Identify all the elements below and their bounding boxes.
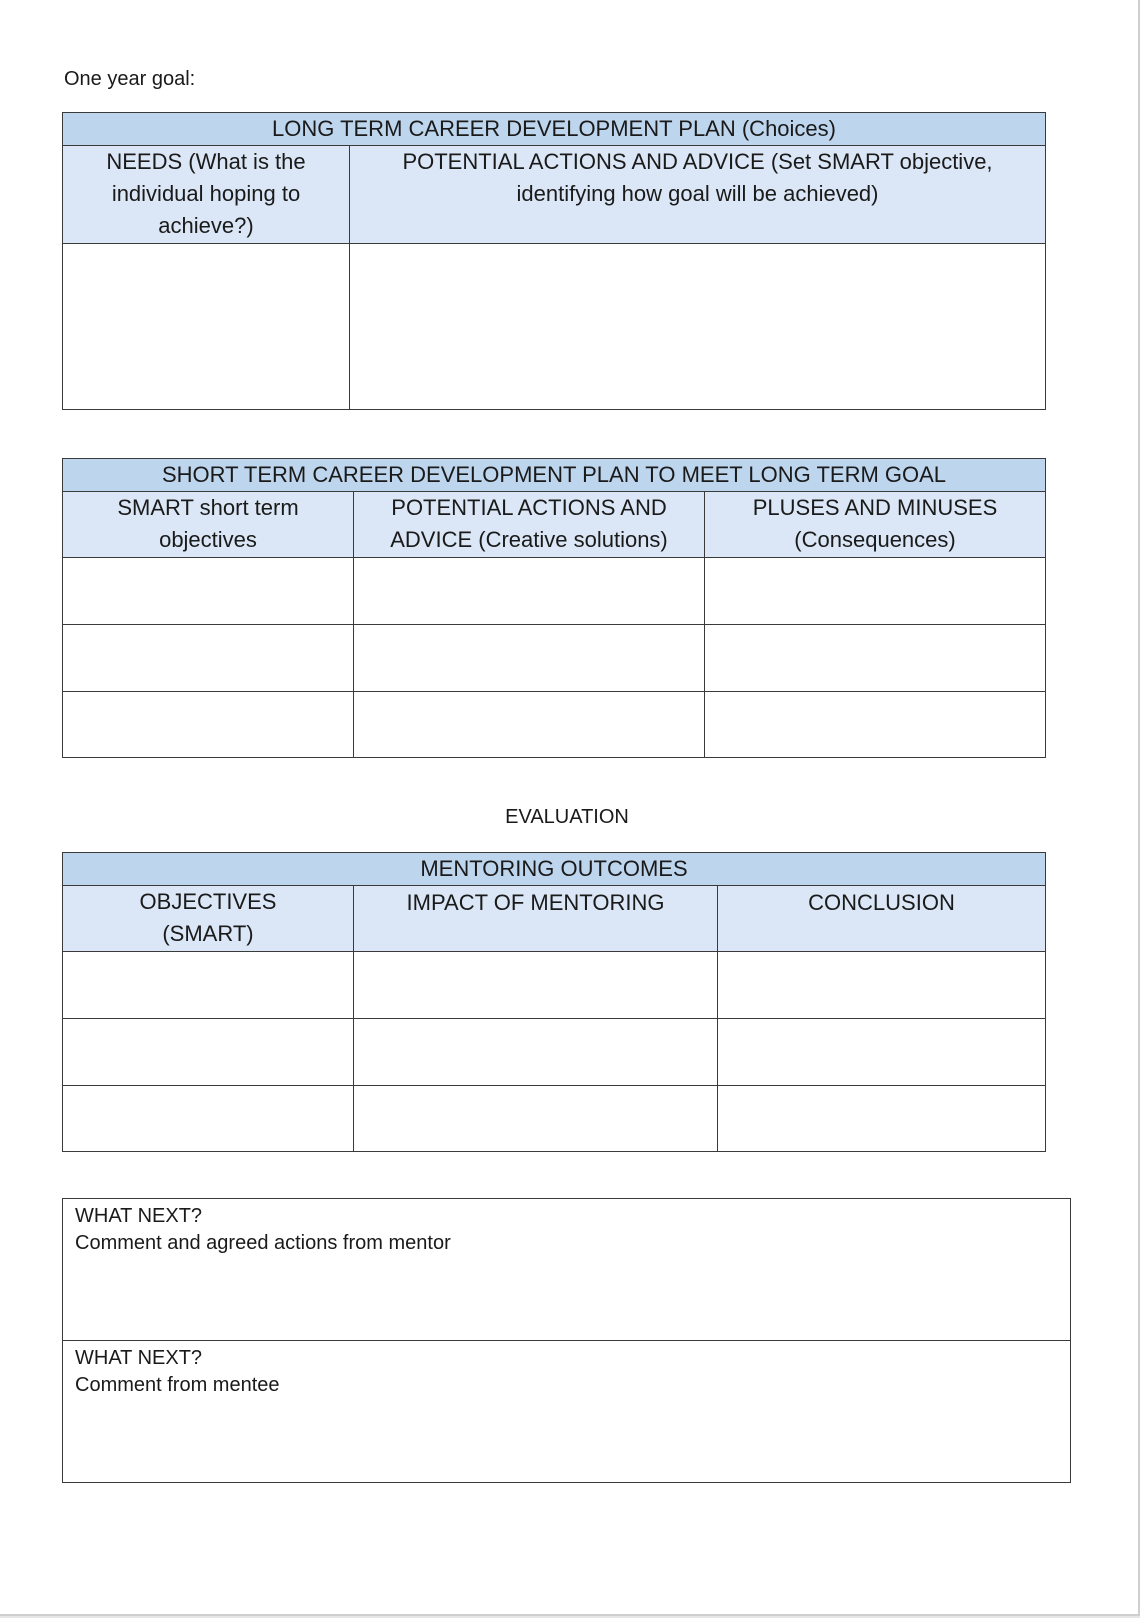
pluses-minuses-header [705,492,1046,558]
short-term-cell[interactable] [705,692,1046,758]
evaluation-heading: EVALUATION [505,806,629,828]
short-term-cell[interactable] [63,692,354,758]
short-term-cell[interactable] [354,692,705,758]
short-term-plan-title: SHORT TERM CAREER DEVELOPMENT PLAN TO MEET LONG TERM GOAL [63,459,1046,492]
mentoring-cell[interactable] [354,1086,718,1152]
short-term-cell[interactable] [63,558,354,625]
mentoring-cell[interactable] [354,952,718,1019]
short-actions-header [354,492,705,558]
one-year-goal-label: One year goal: [64,68,196,90]
what-next-mentee-text: Comment from mentee [75,1374,280,1396]
objectives-header-text: OBJECTIVES (SMART) [139,889,277,946]
conclusion-header [718,886,1046,952]
short-actions-header-text: POTENTIAL ACTIONS AND ADVICE (Creative solutions) [390,495,668,552]
potential-actions-header-text: POTENTIAL ACTIONS AND ADVICE (Set SMART objective, identifying how goal will be achieved) [402,149,993,206]
short-term-cell[interactable] [705,625,1046,692]
long-term-plan-table [62,112,1046,410]
what-next-mentee-box[interactable] [62,1340,1071,1483]
short-term-cell[interactable] [63,625,354,692]
potential-actions-cell[interactable] [350,244,1046,410]
what-next-mentee-heading: WHAT NEXT? [75,1347,203,1369]
what-next-mentor-text: Comment and agreed actions from mentor [75,1232,451,1254]
what-next-mentor-heading: WHAT NEXT? [75,1205,203,1227]
impact-header [354,886,718,952]
smart-objectives-header [63,492,354,558]
mentoring-cell[interactable] [63,1019,354,1086]
smart-objectives-header-text: SMART short term objectives [117,495,299,552]
objectives-header [63,886,354,952]
mentoring-cell[interactable] [63,952,354,1019]
conclusion-header-text: CONCLUSION [808,890,955,915]
pluses-minuses-header-text: PLUSES AND MINUSES (Consequences) [752,495,998,552]
needs-header [63,146,350,244]
long-term-plan-title: LONG TERM CAREER DEVELOPMENT PLAN (Choices) [63,113,1046,146]
potential-actions-header [350,146,1046,244]
mentoring-cell[interactable] [354,1019,718,1086]
impact-header-text: IMPACT OF MENTORING [406,890,665,915]
short-term-cell[interactable] [705,558,1046,625]
mentoring-cell[interactable] [718,1019,1046,1086]
mentoring-cell[interactable] [718,952,1046,1019]
needs-cell[interactable] [63,244,350,410]
short-term-plan-table [62,458,1046,758]
short-term-cell[interactable] [354,625,705,692]
what-next-mentor-box[interactable] [62,1198,1071,1341]
mentoring-outcomes-title: MENTORING OUTCOMES [63,853,1046,886]
needs-header-text: NEEDS (What is the individual hoping to achieve?) [106,149,306,238]
mentoring-outcomes-table [62,852,1046,1152]
mentoring-cell[interactable] [718,1086,1046,1152]
short-term-cell[interactable] [354,558,705,625]
mentoring-cell[interactable] [63,1086,354,1152]
